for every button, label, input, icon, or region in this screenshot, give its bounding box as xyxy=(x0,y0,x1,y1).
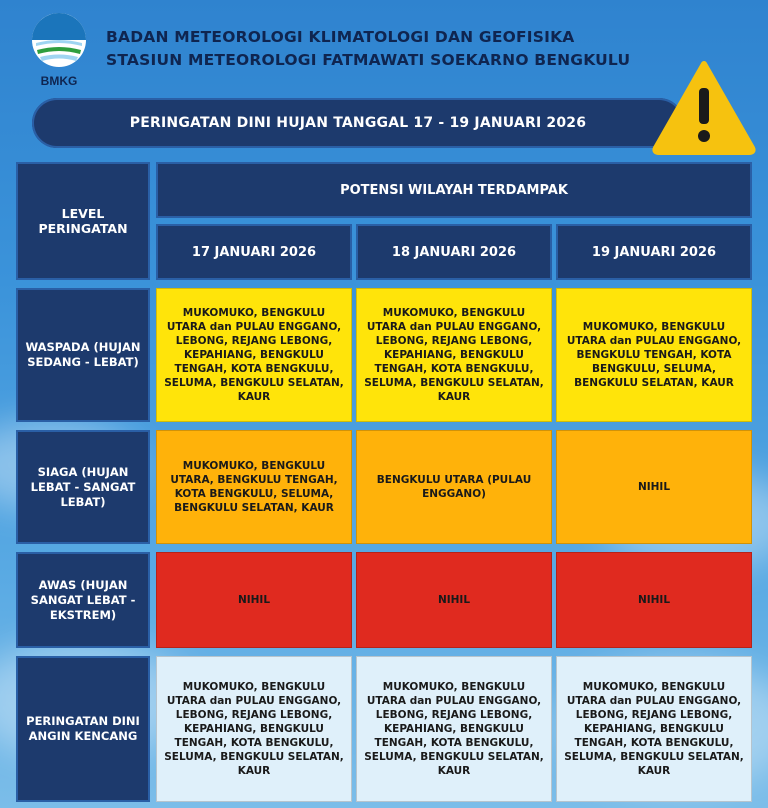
area-text: MUKOMUKO, BENGKULU UTARA dan PULAU ENGGANO, LEBONG, REJANG LEBONG, KEPAHIANG, BENGKULU TENGAH, KOTA BENGKULU, SELUMA, BENGKULU SELATAN, KAUR xyxy=(164,681,344,777)
area-cell xyxy=(556,656,752,802)
area-cell xyxy=(556,430,752,544)
area-cell xyxy=(156,656,352,802)
date-header xyxy=(556,224,752,280)
area-text: MUKOMUKO, BENGKULU UTARA dan PULAU ENGGANO, LEBONG, REJANG LEBONG, KEPAHIANG, BENGKULU TENGAH, KOTA BENGKULU, SELUMA, BENGKULU SELATAN, KAUR xyxy=(164,307,344,403)
level-header-label: LEVEL PERINGATAN xyxy=(38,206,128,236)
level-label: PERINGATAN DINI ANGIN KENCANG xyxy=(26,714,140,743)
title-banner xyxy=(32,98,684,148)
area-cell xyxy=(356,430,552,544)
date-label: 17 JANUARI 2026 xyxy=(191,244,317,260)
area-text: NIHIL xyxy=(637,481,671,493)
area-text: MUKOMUKO, BENGKULU UTARA, BENGKULU TENGAH, KOTA BENGKULU, SELUMA, BENGKULU SELATAN, KAUR xyxy=(170,460,338,514)
potensi-header xyxy=(156,162,752,218)
area-cell xyxy=(356,656,552,802)
area-text: MUKOMUKO, BENGKULU UTARA dan PULAU ENGGANO, BENGKULU TENGAH, KOTA BENGKULU, SELUMA, BENGKULU SELATAN, KAUR xyxy=(566,321,742,389)
date-label: 19 JANUARI 2026 xyxy=(591,244,717,260)
area-text: NIHIL xyxy=(237,594,271,606)
area-cell xyxy=(156,288,352,422)
date-header xyxy=(356,224,552,280)
area-cell xyxy=(356,552,552,648)
area-text: NIHIL xyxy=(637,594,671,606)
level-awas xyxy=(16,552,150,648)
org-line-2: STASIUN METEOROLOGI FATMAWATI SOEKARNO BENGKULU xyxy=(106,51,631,69)
date-header xyxy=(156,224,352,280)
area-cell xyxy=(156,552,352,648)
logo-text: BMKG xyxy=(40,74,78,88)
level-header xyxy=(16,162,150,280)
area-cell xyxy=(356,288,552,422)
level-label: WASPADA (HUJAN SEDANG - LEBAT) xyxy=(25,340,141,369)
area-cell xyxy=(556,288,752,422)
area-text: BENGKULU UTARA (PULAU ENGGANO) xyxy=(376,474,532,500)
warning-icon xyxy=(650,58,758,156)
level-angin-kencang xyxy=(16,656,150,802)
area-text: MUKOMUKO, BENGKULU UTARA dan PULAU ENGGANO, LEBONG, REJANG LEBONG, KEPAHIANG, BENGKULU TENGAH, KOTA BENGKULU, SELUMA, BENGKULU SELATAN, KAUR xyxy=(564,681,744,777)
level-label: SIAGA (HUJAN LEBAT - SANGAT LEBAT) xyxy=(30,464,136,509)
bmkg-logo-icon xyxy=(28,10,90,88)
area-cell xyxy=(556,552,752,648)
level-waspada xyxy=(16,288,150,422)
organization-name xyxy=(106,26,630,72)
area-text: NIHIL xyxy=(437,594,471,606)
level-siaga xyxy=(16,430,150,544)
bmkg-logo xyxy=(28,10,90,88)
area-text: MUKOMUKO, BENGKULU UTARA dan PULAU ENGGANO, LEBONG, REJANG LEBONG, KEPAHIANG, BENGKULU TENGAH, KOTA BENGKULU, SELUMA, BENGKULU SELATAN, KAUR xyxy=(364,681,544,777)
org-line-1: BADAN METEOROLOGI KLIMATOLOGI DAN GEOFISIKA xyxy=(106,28,575,46)
level-label: AWAS (HUJAN SANGAT LEBAT - EKSTREM) xyxy=(30,577,136,622)
area-text: MUKOMUKO, BENGKULU UTARA dan PULAU ENGGANO, LEBONG, REJANG LEBONG, KEPAHIANG, BENGKULU TENGAH, KOTA BENGKULU, SELUMA, BENGKULU SELATAN, KAUR xyxy=(364,307,544,403)
potensi-header-label: POTENSI WILAYAH TERDAMPAK xyxy=(340,182,568,198)
area-cell xyxy=(156,430,352,544)
date-label: 18 JANUARI 2026 xyxy=(391,244,517,260)
page-title: PERINGATAN DINI HUJAN TANGGAL 17 - 19 JANUARI 2026 xyxy=(129,115,587,131)
